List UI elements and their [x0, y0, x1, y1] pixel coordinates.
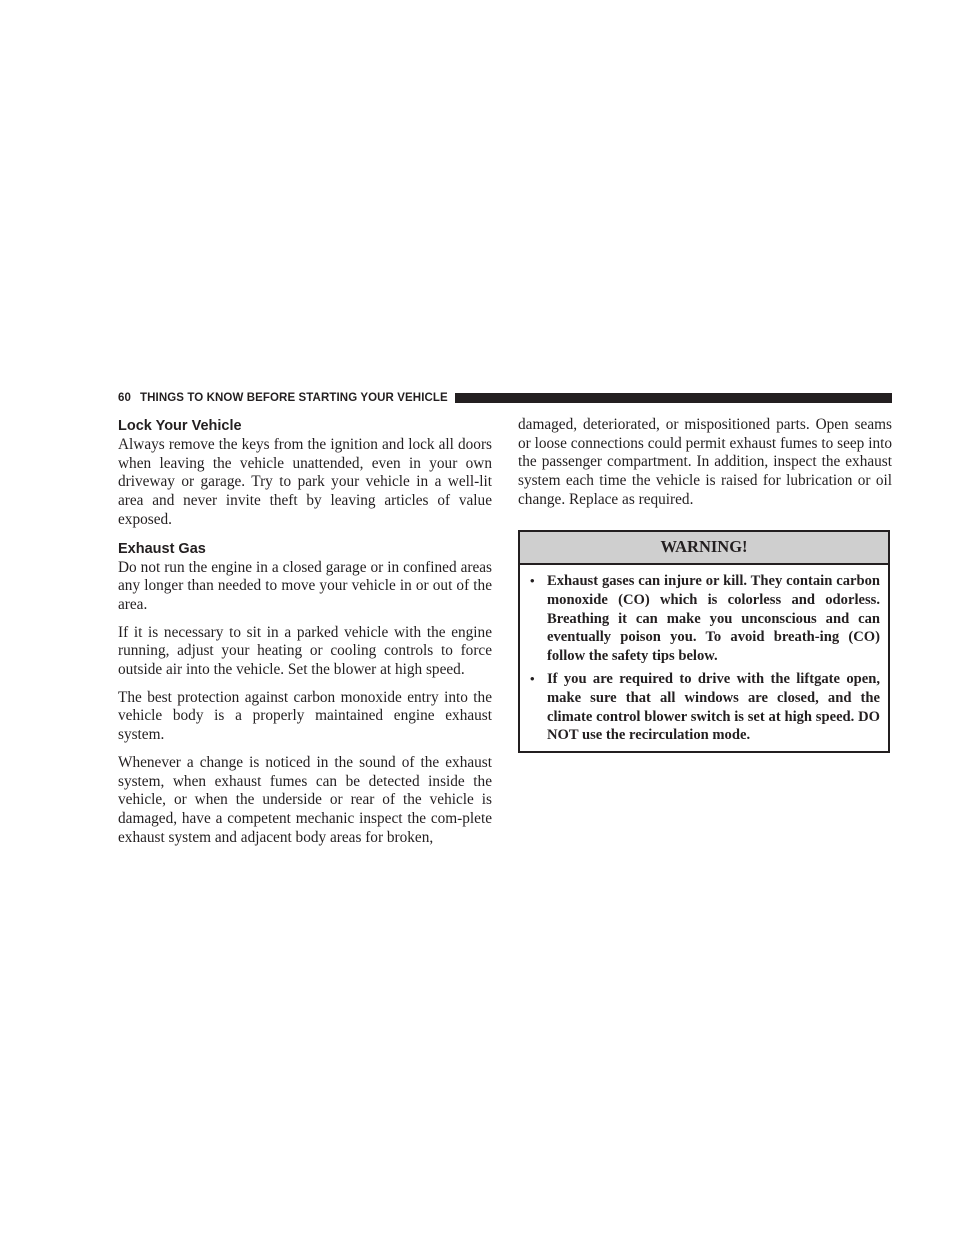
- warning-item: [530, 670, 880, 745]
- bullet-icon: •: [530, 573, 535, 588]
- exhaust-paragraph-1: Do not run the engine in a closed garage or in confined areas any longer than needed to move your vehicle in or out of the area.: [118, 558, 492, 613]
- warning-list: [520, 565, 888, 745]
- lock-vehicle-heading: Lock Your Vehicle: [118, 418, 242, 434]
- exhaust-paragraph-3: The best protection against carbon monoxide entry into the vehicle body is a properly maintained engine exhaust system.: [118, 688, 492, 744]
- warning-title: WARNING!: [520, 532, 888, 565]
- header-rule: [455, 393, 892, 403]
- warning-item-text: Exhaust gases can injure or kill. They contain carbon monoxide (CO) which is colorless and odorless. Breathing it can make you unconscious and can eventually poison you. To avoid breath-ing (CO) follow the safety tips below.: [547, 573, 880, 665]
- left-column: [118, 416, 492, 847]
- page-number: 60: [118, 392, 131, 404]
- right-column: [518, 416, 892, 510]
- exhaust-paragraph-2: If it is necessary to sit in a parked vehicle with the engine running, adjust your heating or cooling controls to force outside air into the vehicle. Set the blower at high speed.: [118, 623, 492, 679]
- page-header: [118, 389, 892, 407]
- exhaust-continued-text: damaged, deteriorated, or mispositioned parts. Open seams or loose connections could permit exhaust fumes to seep into the passenger compartment. In addition, inspect the exhaust system each time the vehicle is raised for lubrication or oil change. Replace as required.: [518, 416, 892, 508]
- warning-item: [530, 572, 880, 666]
- warning-item-text: If you are required to drive with the liftgate open, make sure that all windows are closed, and the climate control blower switch is set at high speed. DO NOT use the recirculation mode.: [547, 670, 880, 744]
- lock-vehicle-text: Always remove the keys from the ignition and lock all doors when leaving the vehicle unattended, even in your own driveway or garage. Try to park your vehicle in a well-lit area and never invite theft by leaving articles of value exposed.: [118, 436, 492, 528]
- warning-box: [518, 530, 890, 753]
- chapter-title: THINGS TO KNOW BEFORE STARTING YOUR VEHICLE: [140, 392, 448, 404]
- exhaust-paragraph-4: Whenever a change is noticed in the sound of the exhaust system, when exhaust fumes can be detected inside the vehicle, or when the underside or rear of the vehicle is damaged, have a competent mechanic inspect the com-plete exhaust system and adjacent body areas for broken,: [118, 753, 492, 846]
- bullet-icon: •: [530, 670, 535, 686]
- exhaust-gas-heading: Exhaust Gas: [118, 540, 206, 557]
